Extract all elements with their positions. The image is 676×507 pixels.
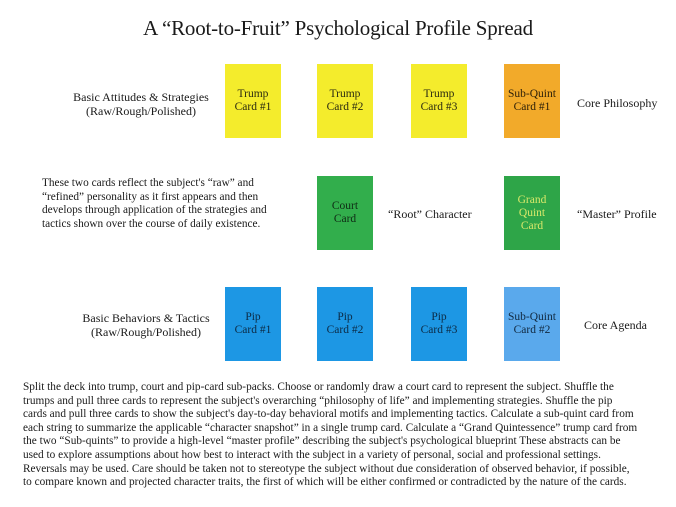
pip-card-3 [411,287,467,361]
pip-card-2-line-1: Pip [337,310,353,323]
court-card-line-2: Card [333,213,357,225]
middle-note-line-3: develops through application of the strategies and [42,204,267,217]
trump-card-3-line-1: Trump [423,87,455,100]
root-character-label: “Root” Character [388,207,472,221]
court-card [317,176,373,250]
grand-quint-card-line-3: Card [520,219,544,232]
instructions-line-6: used to explore assumptions about how best to interact with the subject in a variety of personal, social and professional settings. [23,448,601,461]
trump-card-3-line-2: Card #3 [420,101,458,113]
trump-card-1 [225,64,281,138]
middle-note-line-1: These two cards reflect the subject's “raw” and [42,177,254,189]
sub-quint-card-1-line-1: Sub-Quint [508,87,556,100]
grand-quint-card [504,176,560,250]
middle-note-line-4: tactics shown over the course of daily existence. [42,217,261,230]
instructions-line-8: to compare known and projected character traits, the first of which will be either confirmed or contradicted by the nature of the cards. [23,476,627,489]
instructions-line-4: each string to summarize the applicable “character snapshot” in a single trump card. Calculate a “Grand Quintessence” trump card from [23,421,638,434]
grand-quint-card-line-1: Grand [517,193,547,206]
trump-card-3 [411,64,467,138]
instructions-line-3: cards and pull three cards to show the subject's day-to-day behavioral motifs and implementing tactics. Calculate a sub-quint card from [23,408,634,421]
sub-quint-card-2 [504,287,560,361]
trump-card-1-line-2: Card #1 [234,101,272,113]
core-agenda-label: Core Agenda [584,318,647,332]
instructions-line-1: Split the deck into trump, court and pip-card sub-packs. Choose or randomly draw a court card to represent the subject. Shuffle the [23,381,614,393]
pip-card-1-line-2: Card #1 [234,324,272,336]
instructions-paragraph [23,381,663,490]
bottom-row-label-line-1: Basic Behaviors & Tactics [82,311,210,325]
master-profile-label: “Master” Profile [577,207,657,221]
pip-card-1-line-1: Pip [245,310,261,323]
middle-note-line-2: “refined” personality as it first appears and then [42,190,259,203]
pip-card-3-line-2: Card #3 [420,324,458,336]
instructions-line-7: Reversals may be used. Care should be taken not to stereotype the subject without due consideration of observed behavior, if possible, [23,462,630,475]
sub-quint-card-1-line-2: Card #1 [513,101,551,113]
page-title: A “Root-to-Fruit” Psychological Profile Spread [143,16,533,40]
pip-card-2-line-2: Card #2 [326,324,364,336]
top-row-label-line-1: Basic Attitudes & Strategies [73,90,209,104]
middle-note [42,177,282,231]
trump-card-2 [317,64,373,138]
sub-quint-card-2-line-1: Sub-Quint [508,310,556,323]
instructions-line-5: the two “Sub-quints” to provide a high-level “master profile” describing the subject's psychological blueprint These abstracts can be [23,435,621,448]
trump-card-1-line-1: Trump [237,87,269,100]
pip-card-3-line-1: Pip [431,310,447,323]
bottom-row-label-line-2: (Raw/Rough/Polished) [91,325,201,339]
core-philosophy-label: Core Philosophy [577,96,658,110]
trump-card-2-line-1: Trump [329,87,361,100]
top-row-label [66,90,216,118]
pip-card-2 [317,287,373,361]
sub-quint-card-1 [504,64,560,138]
court-card-line-1: Court [331,199,359,212]
grand-quint-card-line-2: Quint [518,206,546,219]
trump-card-2-line-2: Card #2 [326,101,364,113]
top-row-label-line-2: (Raw/Rough/Polished) [86,104,196,118]
sub-quint-card-2-line-2: Card #2 [513,324,551,336]
bottom-row-label [76,311,216,339]
pip-card-1 [225,287,281,361]
instructions-line-2: trumps and pull three cards to represent the subject's overarching “philosophy of life” and implementing strategies. Shuffle the pip [23,394,613,407]
